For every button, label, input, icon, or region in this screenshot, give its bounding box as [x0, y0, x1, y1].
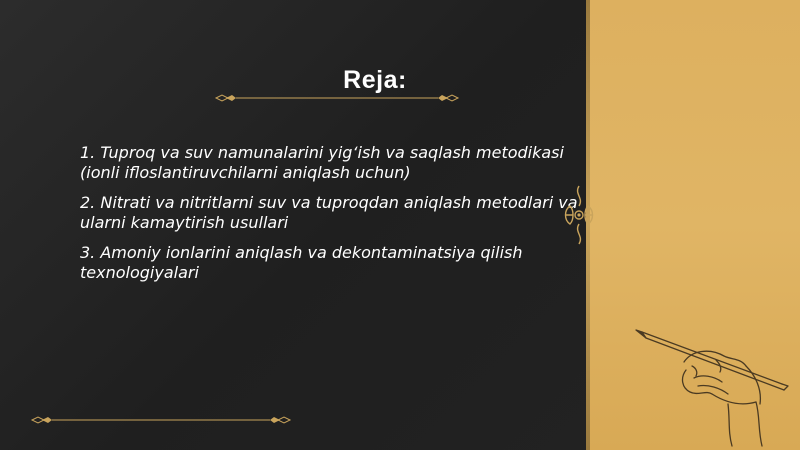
agenda-list: [80, 143, 580, 293]
slide-title: Reja:: [343, 66, 407, 94]
agenda-item-2: 2. Nitrati va nitritlarni suv va tuproqdan aniqlash metodlari va ularni kamaytirish usullari: [80, 193, 578, 232]
agenda-item-3: 3. Amoniy ionlarini aniqlash va dekontaminatsiya qilish texnologiyalari: [80, 243, 523, 282]
agenda-item-1: 1. Tuproq va suv namunalarini yig‘ish va saqlash metodikasi (ionli ifloslantiruvchilarni aniqlash uchun): [80, 143, 564, 182]
ornamental-divider-icon: [30, 415, 292, 425]
hand-holding-pencil-icon: [632, 320, 792, 448]
scroll-ornament-icon: [562, 184, 596, 246]
ornamental-divider-icon: [214, 93, 460, 103]
